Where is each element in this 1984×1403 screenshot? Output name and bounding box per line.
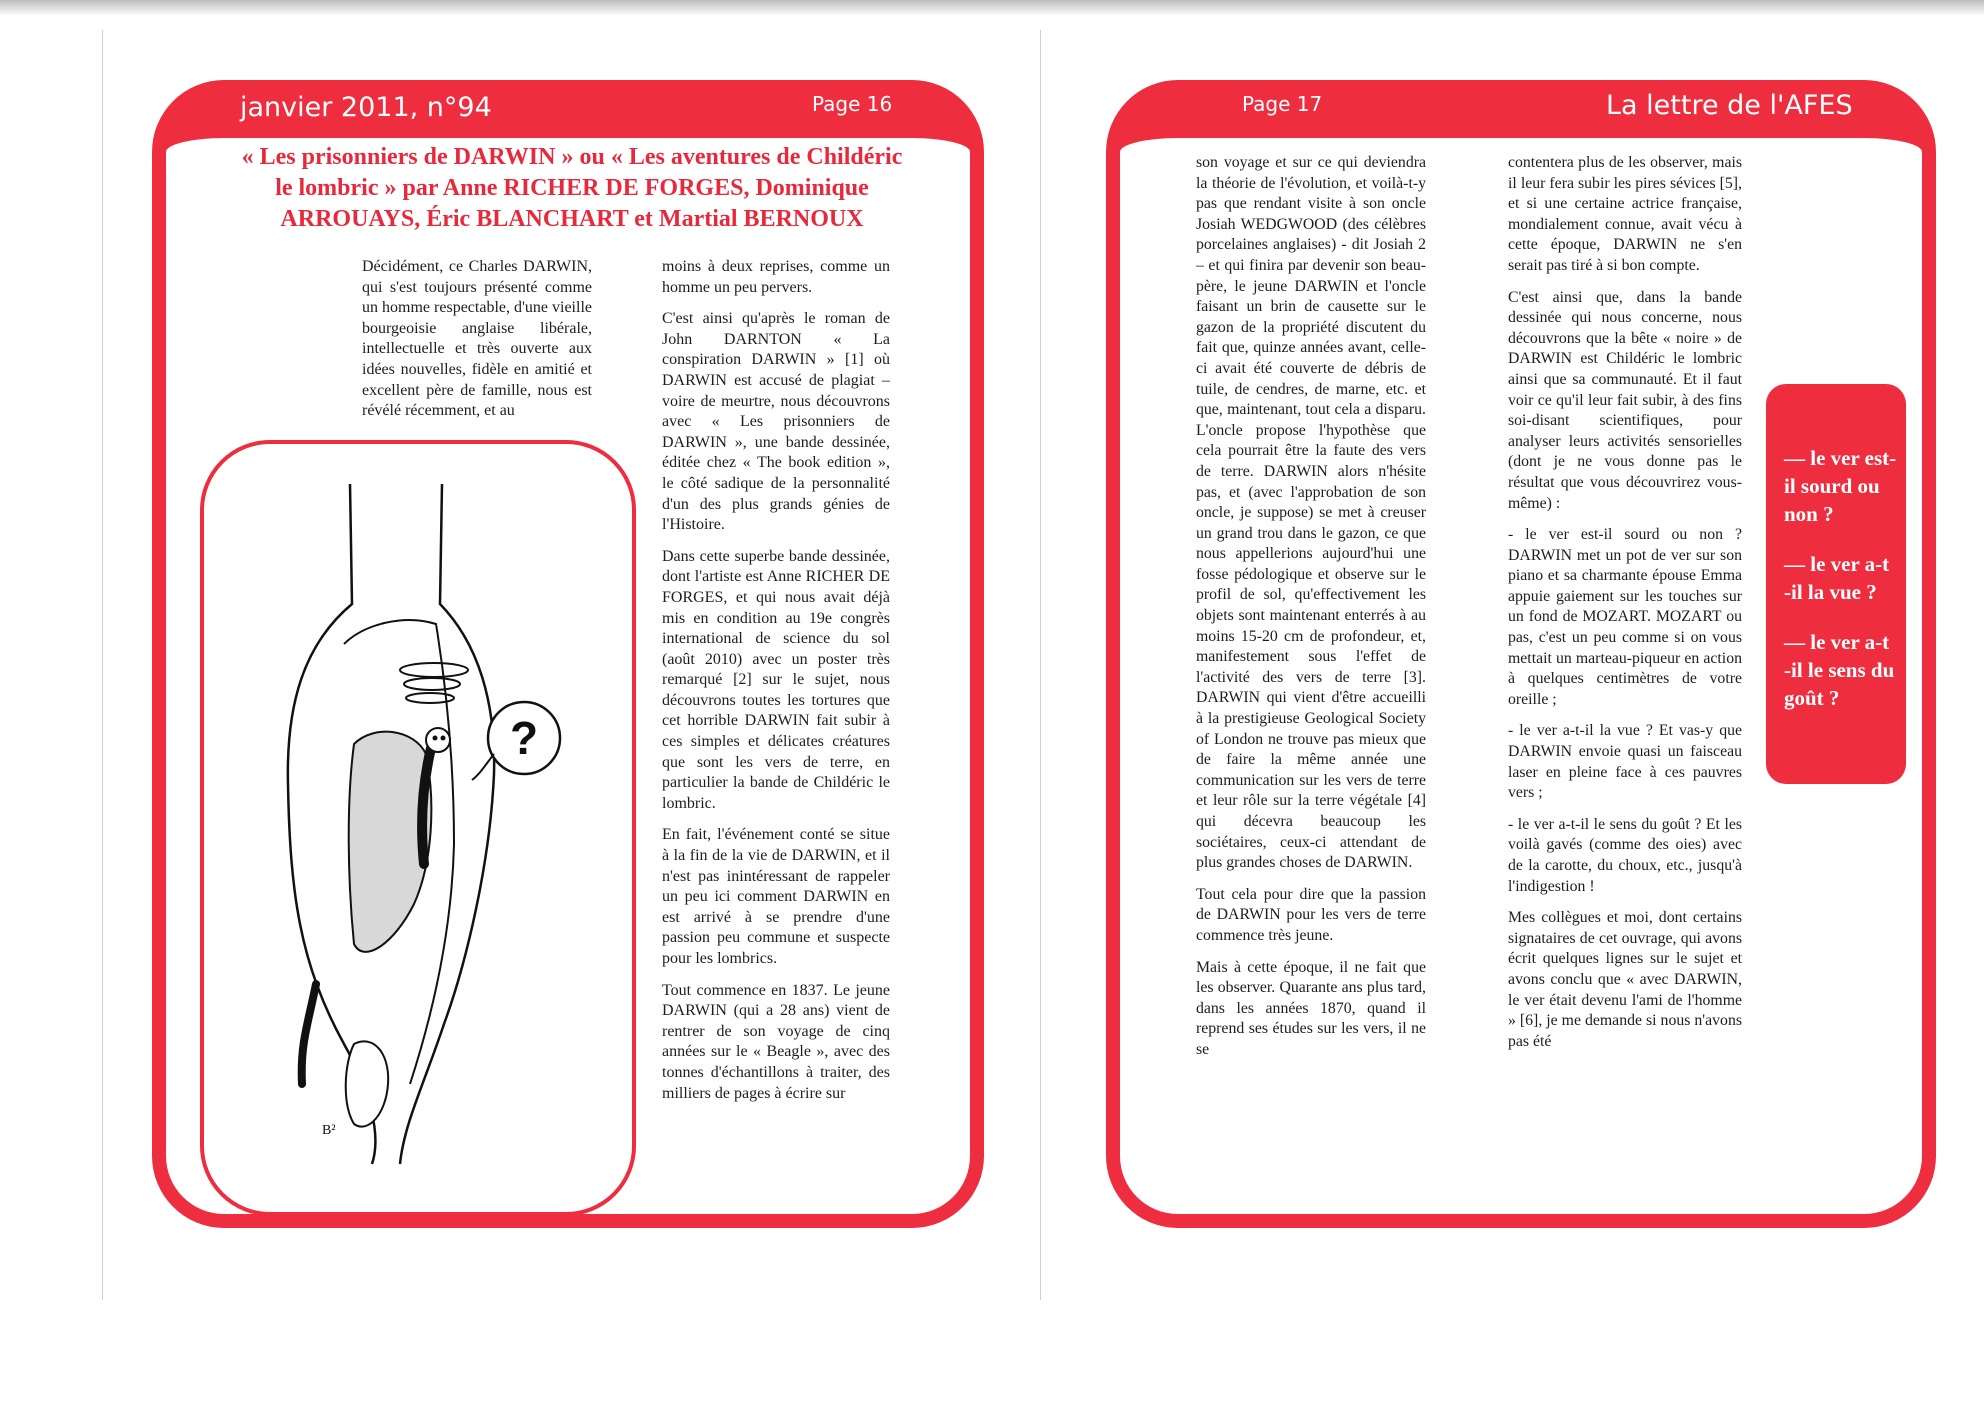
paragraph: moins à deux reprises, comme un homme un peu pervers.	[662, 258, 890, 296]
right-page-number: Page 17	[1242, 92, 1323, 116]
paragraph: - le ver a-t-il la vue ? Et vas-y que DARWIN envoie quasi un faisceau laser en pleine face à ces pauvres vers ;	[1508, 722, 1742, 802]
right-column-2	[1508, 153, 1742, 1063]
right-column-1	[1196, 153, 1426, 1072]
left-column-2	[662, 257, 890, 1115]
callout-question: — le ver a-t -il le sens du goût ?	[1784, 630, 1895, 710]
paragraph: Mes collègues et moi, dont certains signataires de cet ouvrage, qui avons écrit quelques lignes sur le sujet et avons conclu que « avec DARWIN, le ver était devenu l'ami de l'homme » [6], je me demande si nous n'avons pas été	[1508, 909, 1742, 1050]
scan-top-shadow	[0, 0, 1984, 16]
question-mark: ?	[509, 712, 539, 764]
paragraph: Dans cette superbe bande dessinée, dont l'artiste est Anne RICHER DE FORGES, et qui nous avait déjà mis en condition au 19e congrès international de science du sol (août 2010) avec un poster très remarqué [2] sur le sujet, nous découvrons toutes les tortures que cet horrible DARWIN fait subir à ces simples et délicates créatures que sont les vers de terre, en particulier la bande de Childéric le lombric.	[662, 547, 890, 812]
paragraph: Tout commence en 1837. Le jeune DARWIN (qui a 28 ans) vient de rentrer de son voyage de cinq années sur le « Beagle », avec des tonnes d'échantillons à traiter, des milliers de pages à écrire sur	[662, 981, 890, 1102]
article-title: « Les prisonniers de DARWIN » ou « Les aventures de Childéric le lombric » par Anne RICHER DE FORGES, Dominique ARROUAYS, Éric BLANCHART et Martial BERNOUX	[241, 144, 903, 232]
paragraph: En fait, l'événement conté se situe à la fin de la vie de DARWIN, et il n'est pas inintéressant de rappeler un peu ici comment DARWIN en est arrivé à se prendre d'une passion peu commune et suspecte pour les lombrics.	[662, 826, 890, 967]
sidebar-callout	[1766, 384, 1906, 784]
left-column-1	[362, 257, 592, 433]
callout-question: — le ver est-il sourd ou non ?	[1784, 446, 1897, 526]
paragraph: Mais à cette époque, il ne fait que les observer. Quarante ans plus tard, dans les années 1870, quand il reprend ses études sur les vers, il ne se	[1196, 958, 1426, 1058]
paragraph: C'est ainsi qu'après le roman de John DARNTON « La conspiration DARWIN » [1] où DARWIN est accusé de plagiat – voire de meurtre, nous découvrons avec « Les prisonniers de DARWIN », une bande dessinée, éditée chez « The book edition », le côté sadique de la personnalité d'un des plus grands génies de l'Histoire.	[662, 310, 890, 534]
paragraph: - le ver est-il sourd ou non ? DARWIN met un pot de ver sur son piano et sa charmante épouse Emma appuie gaiement sur les touches sur un fond de MOZART. MOZART ou pas, c'est un peu comme si on vous mettait un marteau-piqueur en action à quelques centimètres de votre oreille ;	[1508, 526, 1742, 708]
newsletter-title: La lettre de l'AFES	[1606, 90, 1853, 121]
issue-date: janvier 2011, n°94	[240, 92, 492, 123]
paragraph: Tout cela pour dire que la passion de DARWIN pour les vers de terre commence très jeune.	[1196, 885, 1426, 944]
paragraph: C'est ainsi que, dans la bande dessinée qui nous concerne, nous découvrons que la bête « noire » de DARWIN est Childéric le lombric ainsi que sa communauté. Et il faut voir ce qu'il leur fait subir, à des fins soi-disant scientifiques, pour analyser leurs activités sensorielles (dont je ne vous donne pas le résultat que vous découvrirez vous-même) :	[1508, 288, 1742, 512]
callout-question: — le ver a-t -il la vue ?	[1784, 552, 1890, 604]
left-page-edge	[102, 30, 103, 1300]
spine-fold	[1040, 30, 1041, 1300]
artist-signature: B²	[322, 1123, 336, 1138]
left-page-number: Page 16	[812, 92, 893, 116]
paragraph: Décidément, ce Charles DARWIN, qui s'est toujours présenté comme un homme respectable, d'une vieille bourgeoisie anglaise libérale, intellectuelle et très ouverte aux idées nouvelles, fidèle en amitié et excellent père de famille, nous est révélé récemment, et au	[362, 258, 592, 420]
paragraph: - le ver a-t-il le sens du goût ? Et les voilà gavés (comme des oies) avec de la carotte, du choux, etc., jusqu'à l'indigestion !	[1508, 815, 1742, 895]
worm-in-glass-drawing	[204, 444, 632, 1212]
paragraph: son voyage et sur ce qui deviendra la théorie de l'évolution, et voilà-t-y pas que rendant visite à son oncle Josiah WEDGWOOD (des célèbres porcelaines anglaises) - dit Josiah 2 – et qui finira par devenir son beau-père, le jeune DARWIN et l'oncle faisant un brin de causette sur le gazon de la propriété discutent du fait que, quinze années avant, celle-ci avait été couverte de débris de tuile, de cendres, de marne, etc. et que, maintenant, tout cela a disparu. L'oncle propose l'hypothèse que cela pourrait être la faute des vers de terre. DARWIN alors n'hésite pas, et (avec l'approbation de son oncle, je suppose) se met à creuser un grand trou dans le gazon, ce que nous appellerions aujourd'hui une fosse pédologique et observe sur le profil de sol, qu'effectivement les objets sont maintenant enterrés à au moins 15-20 cm de profondeur, et, manifestement sous l'effet de l'activité des vers de terre [3]. DARWIN qui vient d'être accueilli à la prestigieuse Geological Society of London ne trouve pas mieux que de faire la même année une communication sur les vers de terre et leur rôle sur la terre végétale [4] qui décevra beaucoup les sociétaires, ceux-ci attendant de plus grandes choses de DARWIN.	[1196, 154, 1426, 872]
cartoon-illustration	[200, 440, 636, 1216]
paragraph: contentera plus de les observer, mais il leur fera subir les pires sévices [5], et si une certaine actrice française, mondialement connue, avait vécu à cette époque, DARWIN ne s'en serait pas tiré à si bon compte.	[1508, 154, 1742, 274]
